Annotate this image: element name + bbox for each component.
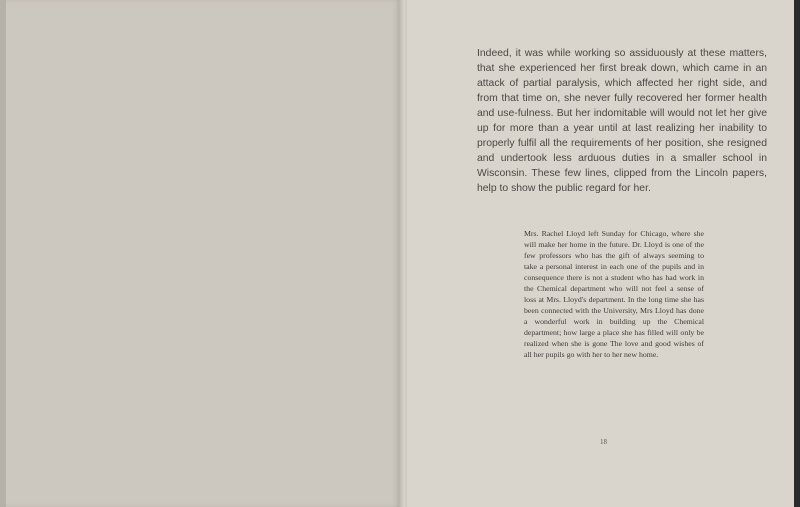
newspaper-clipping: Mrs. Rachel Lloyd left Sunday for Chicago, where she will make her home in the future. Dr. Lloyd is one of the few professors who has the gift of always seeming to take a personal interest in each one of the pupils and in consequence there is not a student who has had work in the Chemical department who will not feel a sense of loss at Mrs. Lloyd's department. In the long time she has been connected with the University, Mrs Lloyd has done a wonderful work in building up the Chemical department; how large a place she has filled will only be realized when she is gone The love and good wishes of all her pupils go with her to her new home. xyxy=(524,229,704,359)
right-page xyxy=(407,0,800,507)
main-paragraph: Indeed, it was while working so assiduously at these matters, that she experienced her first break down, which came in an attack of partial paralysis, which affected her right side, and from that time on, she never fully recovered her former health and use-fulness. But her indomitable will would not let her give up for more than a year until at last realizing her inability to properly fulfil all the requirements of her position, she resigned and undertook less arduous duties in a smaller school in Wisconsin. These few lines, clipped from the Lincoln papers, help to show the public regard for her. xyxy=(477,48,767,194)
left-page-edge xyxy=(0,0,6,507)
right-page-edge xyxy=(794,0,800,507)
page-number: 18 xyxy=(600,438,607,446)
